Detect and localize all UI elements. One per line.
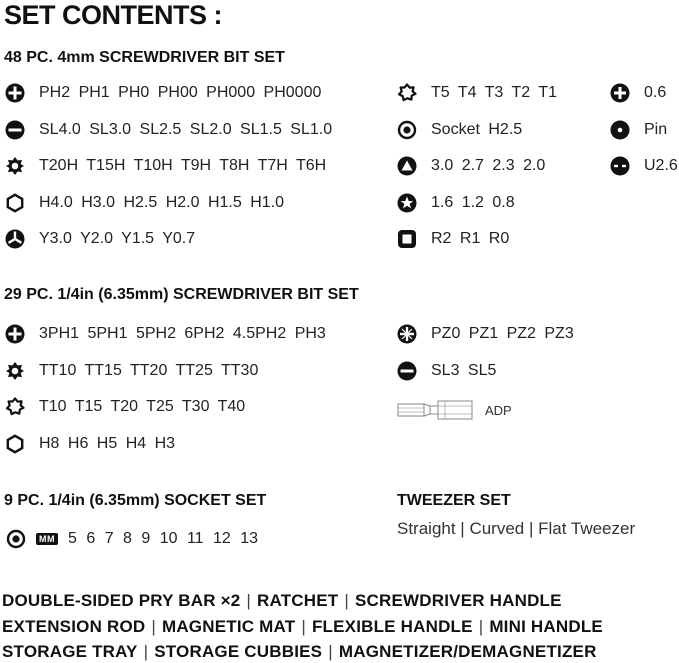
torx-icon <box>397 83 417 103</box>
bit-row <box>610 83 666 103</box>
bit-sizes: U2.6 <box>644 157 678 174</box>
bit-sizes: PZ0 PZ1 PZ2 PZ3 <box>431 325 574 342</box>
separator: | <box>344 591 350 610</box>
bit-row <box>397 156 545 176</box>
accessory-item: MINI HANDLE <box>489 617 603 636</box>
slotted-icon <box>397 361 417 381</box>
cross-icon <box>610 83 630 103</box>
bit-sizes: T10 T15 T20 T25 T30 T40 <box>39 398 246 415</box>
pin-icon <box>610 120 630 140</box>
phillips-icon <box>5 324 25 344</box>
bit-sizes: 1.6 1.2 0.8 <box>431 193 515 211</box>
bit-row <box>5 120 332 140</box>
section-socket-heading: 9 PC. 1/4in (6.35mm) SOCKET SET <box>4 492 267 509</box>
separator: | <box>246 591 252 610</box>
u-icon <box>610 156 630 176</box>
bit-sizes: TT10 TT15 TT20 TT25 TT30 <box>39 361 259 379</box>
bit-sizes: Pin <box>644 120 668 138</box>
accessory-item: MAGNETIZER/DEMAGNETIZER <box>338 642 597 661</box>
separator: | <box>151 617 156 636</box>
bit-sizes: Y3.0 Y2.0 Y1.5 Y0.7 <box>39 230 196 247</box>
section-29pc-heading: 29 PC. 1/4in (6.35mm) SCREWDRIVER BIT SET <box>4 286 359 303</box>
socket-icon <box>397 120 417 140</box>
accessory-item: STORAGE CUBBIES <box>154 642 323 661</box>
separator: | <box>301 617 306 636</box>
section-48pc-heading: 48 PC. 4mm SCREWDRIVER BIT SET <box>4 49 285 66</box>
accessory-item: MAGNETIC MAT <box>161 617 296 636</box>
bit-row <box>5 83 321 103</box>
bit-sizes: SL3 SL5 <box>431 361 497 379</box>
tweezer-types: Straight | Curved | Flat Tweezer <box>397 519 636 538</box>
socket-icon <box>6 529 26 549</box>
bit-sizes: Socket H2.5 <box>431 120 523 138</box>
separator: | <box>328 642 333 661</box>
bit-row <box>397 361 496 381</box>
bit-sizes: ADP <box>485 402 512 418</box>
bit-row <box>610 120 667 140</box>
triangle-icon <box>397 156 417 176</box>
page-title: SET CONTENTS : <box>4 0 223 30</box>
mm-badge: MM <box>36 533 58 545</box>
bit-sizes: T5 T4 T3 T2 T1 <box>431 84 557 101</box>
bit-sizes: H4.0 H3.0 H2.5 H2.0 H1.5 H1.0 <box>39 193 285 211</box>
square-icon <box>397 229 417 249</box>
bit-row <box>397 120 522 140</box>
bit-sizes: 3.0 2.7 2.3 2.0 <box>431 157 546 174</box>
footer-line-2 <box>2 617 603 637</box>
bit-row <box>610 156 678 176</box>
bit-row <box>5 397 245 417</box>
footer-line-1 <box>2 591 562 611</box>
socket-sizes: 5 6 7 8 9 10 11 12 13 <box>68 530 259 547</box>
bit-row <box>397 397 512 423</box>
bit-row <box>397 193 515 213</box>
bit-sizes: 3PH1 5PH1 5PH2 6PH2 4.5PH2 PH3 <box>39 325 326 342</box>
separator: | <box>478 617 484 636</box>
accessory-item: EXTENSION ROD <box>2 617 146 636</box>
bit-sizes: SL4.0 SL3.0 SL2.5 SL2.0 SL1.5 SL1.0 <box>39 120 333 138</box>
tri-wing-icon <box>5 229 25 249</box>
bit-sizes: PH2 PH1 PH0 PH00 PH000 PH0000 <box>39 84 322 101</box>
torx-security-icon <box>5 361 25 381</box>
bit-row <box>397 324 574 344</box>
bit-sizes: 0.6 <box>644 84 667 101</box>
accessory-item: FLEXIBLE HANDLE <box>311 617 473 636</box>
bit-row <box>5 229 195 249</box>
bit-row <box>5 361 258 381</box>
torx-icon <box>5 397 25 417</box>
pozidriv-icon <box>397 324 417 344</box>
footer-line-3 <box>2 642 597 662</box>
bit-row <box>5 434 175 454</box>
torx-security-icon <box>5 156 25 176</box>
accessory-item: DOUBLE-SIDED PRY BAR ×2 <box>2 591 241 610</box>
accessory-item: STORAGE TRAY <box>2 642 138 661</box>
accessory-item: RATCHET <box>257 591 339 610</box>
bit-row <box>5 193 284 213</box>
adapter-icon <box>397 397 473 423</box>
bit-row <box>5 156 326 176</box>
bit-sizes: T20H T15H T10H T9H T8H T7H T6H <box>39 157 327 174</box>
socket-row <box>6 529 258 549</box>
hex-icon <box>5 434 25 454</box>
slotted-icon <box>5 120 25 140</box>
bit-sizes: R2 R1 R0 <box>431 230 510 247</box>
bit-row <box>397 83 557 103</box>
hex-icon <box>5 193 25 213</box>
bit-row <box>5 324 326 344</box>
accessory-item: SCREWDRIVER HANDLE <box>355 591 562 610</box>
tweezer-heading: TWEEZER SET <box>397 492 511 509</box>
bit-sizes: H8 H6 H5 H4 H3 <box>39 434 176 452</box>
bit-row <box>397 229 509 249</box>
phillips-icon <box>5 83 25 103</box>
pentalobe-icon <box>397 193 417 213</box>
separator: | <box>143 642 149 661</box>
